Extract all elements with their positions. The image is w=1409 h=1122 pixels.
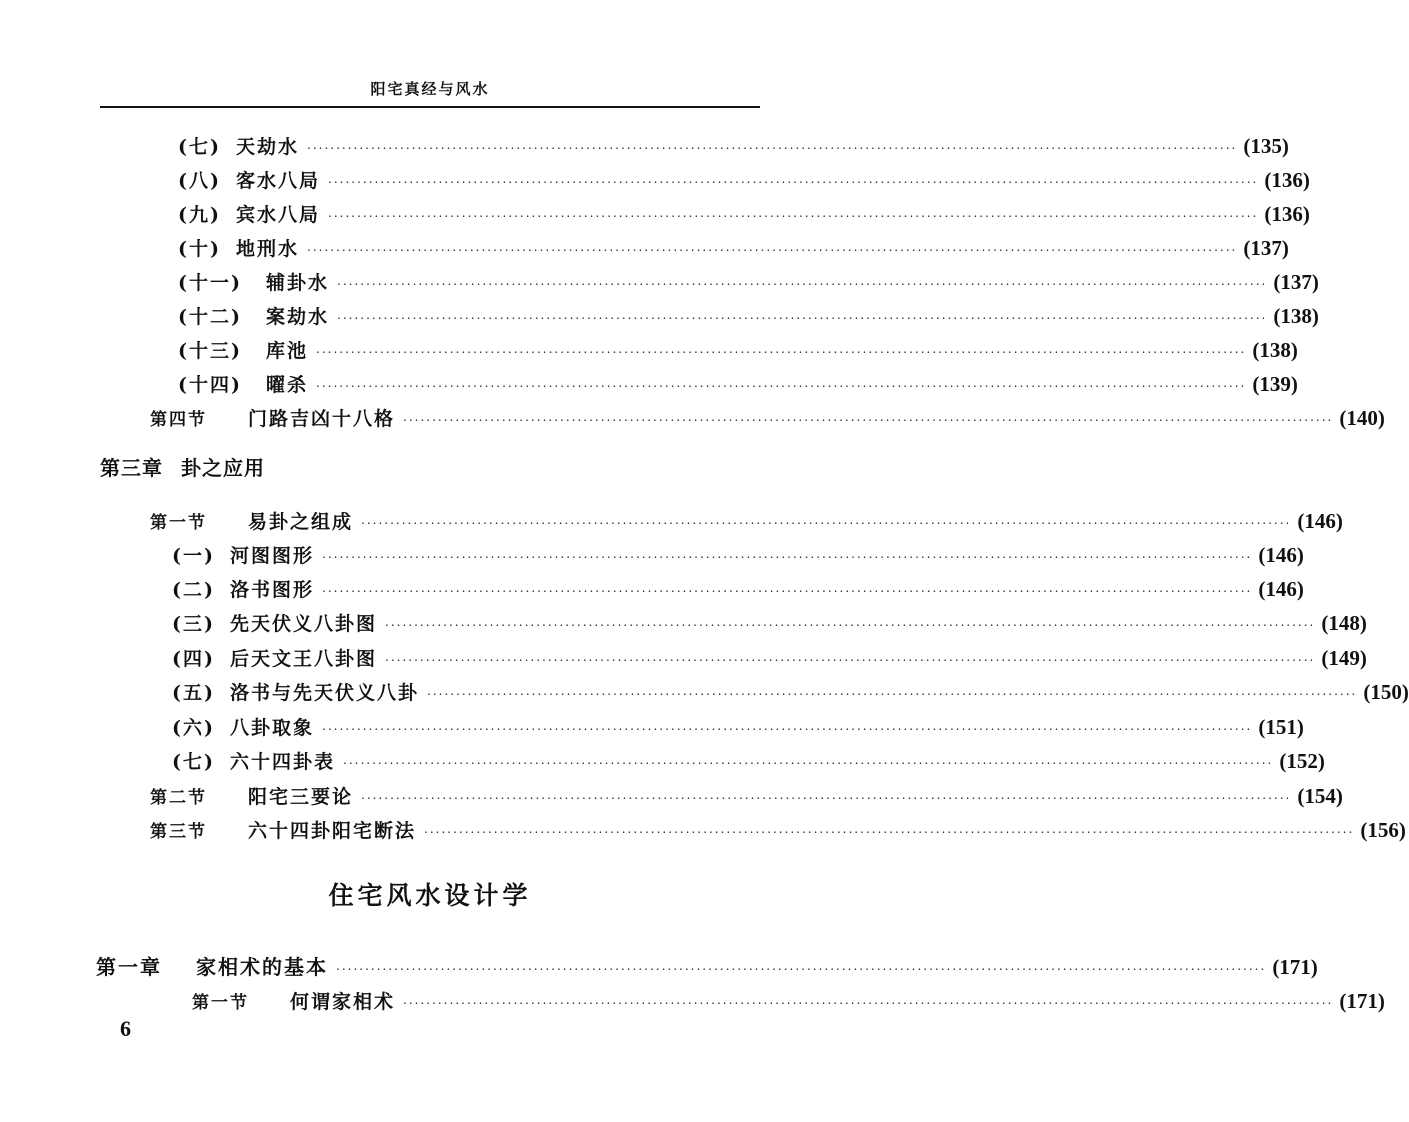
entry-number: (六) bbox=[172, 717, 215, 739]
book-title: 住宅风水设计学 bbox=[328, 881, 532, 910]
entry-title: 辅卦水 bbox=[266, 272, 330, 294]
page-ref: (149) bbox=[1321, 646, 1367, 670]
dot-leader: ................................................................................................................................................................ bbox=[322, 547, 1253, 561]
section-number: 第一节 bbox=[150, 513, 207, 533]
entry-title: 案劫水 bbox=[266, 306, 330, 328]
toc-entry[interactable] bbox=[178, 233, 1289, 263]
toc-entry[interactable] bbox=[178, 369, 1298, 399]
toc-chapter[interactable] bbox=[96, 952, 1318, 982]
page-ref: (151) bbox=[1258, 715, 1304, 739]
entry-number: (三) bbox=[172, 613, 215, 635]
section-title: 易卦之组成 bbox=[248, 511, 354, 533]
page-ref: (150) bbox=[1363, 680, 1409, 704]
dot-leader: ................................................................................................................................................................ bbox=[361, 513, 1292, 527]
toc-entry[interactable] bbox=[172, 540, 1304, 570]
page-ref: (146) bbox=[1258, 577, 1304, 601]
dot-leader: ................................................................................................................................................................ bbox=[385, 650, 1316, 664]
section-title: 六十四卦阳宅断法 bbox=[248, 820, 417, 842]
toc-entry[interactable] bbox=[178, 199, 1310, 229]
toc-section[interactable] bbox=[150, 815, 1406, 845]
page-ref: (154) bbox=[1297, 784, 1343, 808]
toc-section[interactable] bbox=[150, 781, 1343, 811]
entry-title: 地刑水 bbox=[236, 238, 300, 260]
toc-entry[interactable] bbox=[178, 267, 1319, 297]
dot-leader: ................................................................................................................................................................ bbox=[307, 240, 1238, 254]
dot-leader: ................................................................................................................................................................ bbox=[403, 993, 1334, 1007]
toc-entry[interactable] bbox=[172, 643, 1367, 673]
entry-number: (九) bbox=[178, 204, 221, 226]
entry-title: 曜杀 bbox=[266, 374, 309, 396]
running-head: 阳宅真经与风水 bbox=[370, 80, 490, 98]
page-ref: (138) bbox=[1252, 338, 1298, 362]
toc-entry[interactable] bbox=[178, 131, 1289, 161]
page-number: 6 bbox=[120, 1016, 131, 1041]
page-ref: (171) bbox=[1272, 955, 1318, 979]
entry-title: 天劫水 bbox=[236, 136, 300, 158]
entry-title: 洛书图形 bbox=[230, 579, 315, 601]
chapter-heading[interactable] bbox=[100, 452, 265, 481]
dot-leader: ................................................................................................................................................................ bbox=[337, 274, 1268, 288]
toc-entry[interactable] bbox=[178, 335, 1298, 365]
entry-number: (一) bbox=[172, 545, 215, 567]
page-ref: (138) bbox=[1273, 304, 1319, 328]
header-rule bbox=[100, 106, 760, 108]
dot-leader: ................................................................................................................................................................ bbox=[316, 342, 1247, 356]
dot-leader: ................................................................................................................................................................ bbox=[328, 206, 1259, 220]
entry-title: 库池 bbox=[266, 340, 309, 362]
toc-entry[interactable] bbox=[178, 165, 1310, 195]
section-title: 何谓家相术 bbox=[290, 991, 396, 1013]
page-ref: (136) bbox=[1264, 202, 1310, 226]
entry-number: (八) bbox=[178, 170, 221, 192]
toc-entry[interactable] bbox=[172, 574, 1304, 604]
chapter-title: 卦之应用 bbox=[181, 456, 265, 480]
toc-entry[interactable] bbox=[172, 712, 1304, 742]
entry-number: (十一) bbox=[178, 272, 242, 294]
entry-title: 先天伏义八卦图 bbox=[230, 613, 378, 635]
page-ref: (137) bbox=[1243, 236, 1289, 260]
page-ref: (152) bbox=[1279, 749, 1325, 773]
section-title: 门路吉凶十八格 bbox=[248, 408, 396, 430]
dot-leader: ................................................................................................................................................................ bbox=[316, 376, 1247, 390]
dot-leader: ................................................................................................................................................................ bbox=[328, 172, 1259, 186]
entry-number: (五) bbox=[172, 682, 215, 704]
page-ref: (146) bbox=[1258, 543, 1304, 567]
entry-number: (十四) bbox=[178, 374, 242, 396]
entry-number: (七) bbox=[172, 751, 215, 773]
toc-entry[interactable] bbox=[178, 301, 1319, 331]
entry-number: (四) bbox=[172, 648, 215, 670]
entry-title: 洛书与先天伏义八卦 bbox=[230, 682, 420, 704]
section-number: 第四节 bbox=[150, 410, 207, 430]
toc-section[interactable] bbox=[150, 403, 1385, 433]
entry-title: 客水八局 bbox=[236, 170, 321, 192]
dot-leader: ................................................................................................................................................................ bbox=[322, 581, 1253, 595]
entry-title: 后天文王八卦图 bbox=[230, 648, 378, 670]
dot-leader: ................................................................................................................................................................ bbox=[385, 615, 1316, 629]
entry-number: (十三) bbox=[178, 340, 242, 362]
page-ref: (136) bbox=[1264, 168, 1310, 192]
toc-section[interactable] bbox=[192, 986, 1385, 1016]
dot-leader: ................................................................................................................................................................ bbox=[403, 410, 1334, 424]
entry-title: 河图图形 bbox=[230, 545, 315, 567]
section-number: 第二节 bbox=[150, 788, 207, 808]
entry-number: (七) bbox=[178, 136, 221, 158]
entry-number: (十) bbox=[178, 238, 221, 260]
entry-number: (十二) bbox=[178, 306, 242, 328]
toc-entry[interactable] bbox=[172, 746, 1325, 776]
dot-leader: ................................................................................................................................................................ bbox=[424, 822, 1355, 836]
page-ref: (156) bbox=[1360, 818, 1406, 842]
section-number: 第一节 bbox=[192, 993, 249, 1013]
entry-title: 八卦取象 bbox=[230, 717, 315, 739]
dot-leader: ................................................................................................................................................................ bbox=[337, 308, 1268, 322]
chapter-number: 第三章 bbox=[100, 456, 163, 480]
toc-section[interactable] bbox=[150, 506, 1343, 536]
page-ref: (148) bbox=[1321, 611, 1367, 635]
section-title: 阳宅三要论 bbox=[248, 786, 354, 808]
dot-leader: ................................................................................................................................................................ bbox=[427, 684, 1358, 698]
entry-title: 宾水八局 bbox=[236, 204, 321, 226]
dot-leader: ................................................................................................................................................................ bbox=[361, 788, 1292, 802]
chapter-number: 第一章 bbox=[96, 955, 162, 979]
page-ref: (171) bbox=[1339, 989, 1385, 1013]
dot-leader: ................................................................................................................................................................ bbox=[343, 753, 1274, 767]
page-ref: (137) bbox=[1273, 270, 1319, 294]
dot-leader: ................................................................................................................................................................ bbox=[336, 959, 1267, 973]
chapter-title: 家相术的基本 bbox=[196, 955, 328, 979]
entry-title: 六十四卦表 bbox=[230, 751, 336, 773]
page-ref: (146) bbox=[1297, 509, 1343, 533]
section-number: 第三节 bbox=[150, 822, 207, 842]
toc-entry[interactable] bbox=[172, 608, 1367, 638]
dot-leader: ................................................................................................................................................................ bbox=[322, 719, 1253, 733]
page-ref: (140) bbox=[1339, 406, 1385, 430]
entry-number: (二) bbox=[172, 579, 215, 601]
page-ref: (139) bbox=[1252, 372, 1298, 396]
page-ref: (135) bbox=[1243, 134, 1289, 158]
toc-entry[interactable] bbox=[172, 677, 1409, 707]
dot-leader: ................................................................................................................................................................ bbox=[307, 138, 1238, 152]
